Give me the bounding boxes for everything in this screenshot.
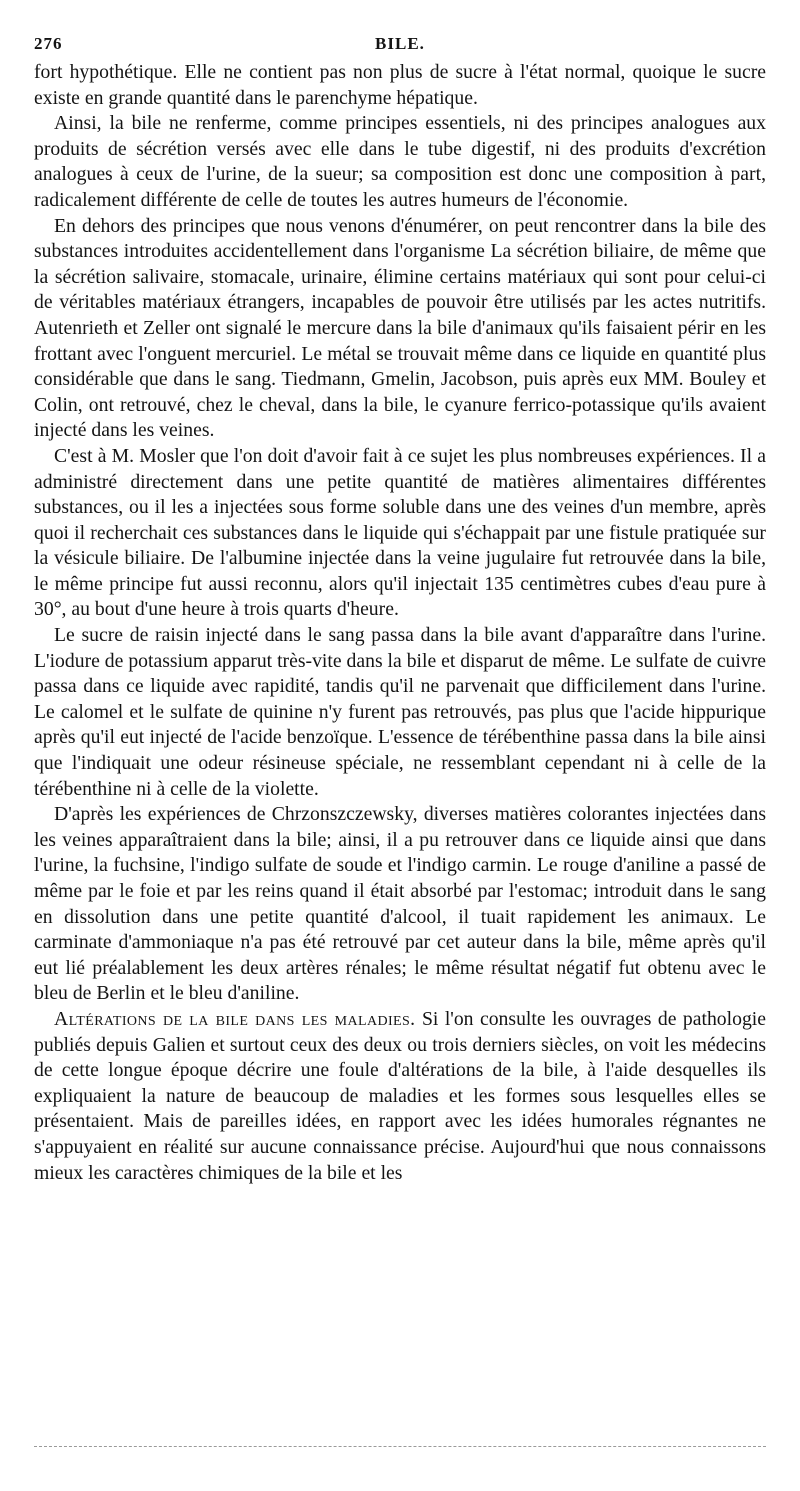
paragraph-text: Si l'on consulte les ouvrages de pathologie publiés depuis Galien et surtout ceux des deux ou trois derniers siècles, on voit les médecins de cette longue époque décrire une foule d'altérations de la bile, à l'aide desquelles ils expliquaient la nature de beaucoup de maladies et les formes sous lesquelles elles se présentaient. Mais de pareilles idées, en rapport avec les idées humorales régnantes ne s'appuyaient en réalité sur aucune connaissance précise. Aujourd'hui que nous connaissons mieux les caractères chimiques de la bile et les xyxy=(34,1007,767,1184)
paragraph xyxy=(34,111,766,213)
paragraph-text: fort hypothétique. Elle ne contient pas non plus de sucre à l'état normal, quoique le sucre existe en grande quantité dans le parenchyme hépatique. xyxy=(34,61,766,109)
body-text xyxy=(34,60,766,1186)
section-paragraph xyxy=(34,1007,766,1186)
paragraph xyxy=(34,802,766,1007)
paragraph-text: Le sucre de raisin injecté dans le sang passa dans la bile avant d'apparaître dans l'urine. L'iodure de potassium apparut très-vite dans la bile et disparut de même. Le sulfate de cuivre passa dans ce liquide avec rapidité, tandis qu'il ne parvenait que difficilement dans l'urine. Le calomel et le sulfate de quinine n'y furent pas retrouvés, pas plus que l'acide hippurique après qu'il eut injecté de l'acide benzoïque. L'essence de térébenthine passa dans la bile ainsi que l'indiquait une odeur résineuse spéciale, ne ressemblant cependant ni à celle de la térébenthine ni à celle de la violette. xyxy=(34,624,766,800)
paragraph-text: C'est à M. Mosler que l'on doit d'avoir fait à ce sujet les plus nombreuses expériences. Il a administré directement dans une petite quantité de matières alimentaires différentes substances, ou il les a injectées sous forme soluble dans une des veines d'un membre, après quoi il recherchait ces substances dans le liquide qui s'échappait par une fistule pratiquée sur la vésicule biliaire. De l'albumine injectée dans la veine jugulaire fut retrouvée dans la bile, le même principe fut aussi reconnu, alors qu'il injectait 135 centimètres cubes d'eau pure à 30°, au bout d'une heure à trois quarts d'heure. xyxy=(34,444,766,621)
page-number: 276 xyxy=(34,34,63,53)
running-head xyxy=(34,30,766,60)
paragraph-continuation xyxy=(34,60,766,111)
paragraph xyxy=(34,214,766,444)
paragraph xyxy=(34,444,766,623)
paragraph-text: Ainsi, la bile ne renferme, comme principes essentiels, ni des principes analogues aux produits de sécrétion versés avec elle dans le tube digestif, ni des produits d'excrétion analogues à ceux de l'urine, de la sueur; sa composition est donc une composition à part, radicalement différente de celle de toutes les autres humeurs de l'économie. xyxy=(34,112,766,211)
footer-rule xyxy=(34,1446,766,1447)
running-title: BILE. xyxy=(375,34,425,53)
section-heading: Altérations de la bile dans les maladies. xyxy=(54,1007,416,1030)
paragraph xyxy=(34,623,766,802)
paragraph-text: En dehors des principes que nous venons d'énumérer, on peut rencontrer dans la bile des substances introduites accidentellement dans l'organisme La sécrétion biliaire, de même que la sécrétion salivaire, stomacale, urinaire, élimine certains matériaux qui sont pour celui-ci de véritables matériaux étrangers, incapables de pouvoir être utilisés par les actes nutritifs. Autenrieth et Zeller ont signalé le mercure dans la bile d'animaux qu'ils faisaient périr en les frottant avec l'onguent mercuriel. Le métal se trouvait même dans ce liquide en quantité plus considérable que dans le sang. Tiedmann, Gmelin, Jacobson, puis après eux MM. Bouley et Colin, ont retrouvé, chez le cheval, dans la bile, le cyanure ferrico-potassique qu'ils avaient injecté dans les veines. xyxy=(34,214,766,442)
paragraph-text: D'après les expériences de Chrzonszczewsky, diverses matières colorantes injectées dans les veines apparaîtraient dans la bile; ainsi, il a pu retrouver dans ce liquide ainsi que dans l'urine, la fuchsine, l'indigo sulfate de soude et l'indigo carmin. Le rouge d'aniline a passé de même par le foie et par les reins quand il était absorbé par l'estomac; introduit dans le sang en dissolution dans une petite quantité d'alcool, il tuait rapidement les animaux. Le carminate d'ammoniaque n'a pas été retrouvé par cet auteur dans la bile, même après qu'il eut lié préalablement les deux artères rénales; le même résultat négatif fut obtenu avec le bleu de Berlin et le bleu d'aniline. xyxy=(34,803,766,1005)
